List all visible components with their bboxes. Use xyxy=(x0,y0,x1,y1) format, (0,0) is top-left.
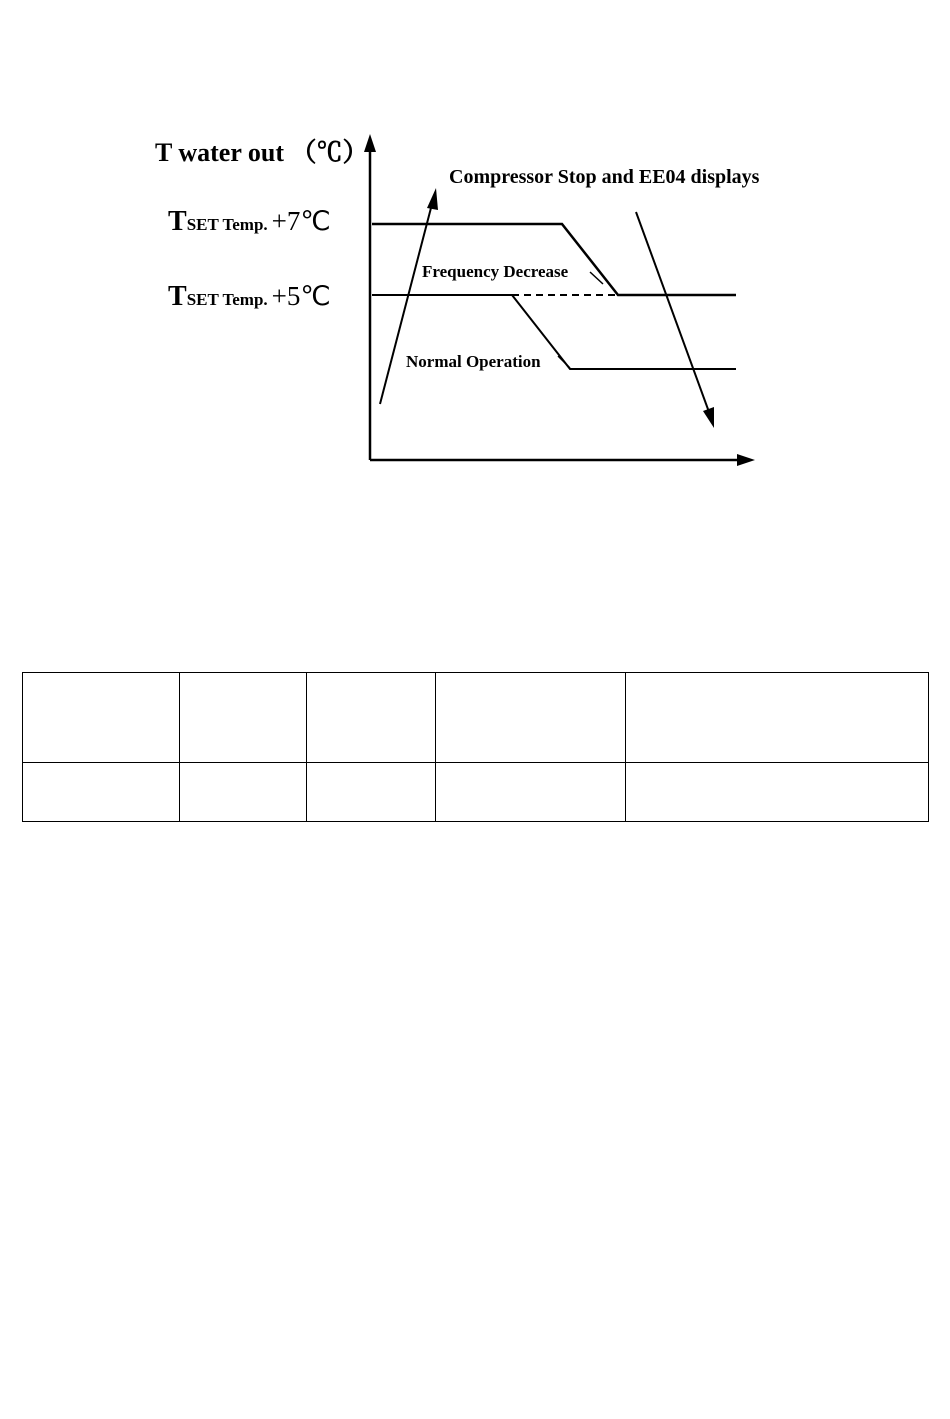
empty-table xyxy=(22,672,929,822)
table-row xyxy=(23,673,929,763)
water-out-temperature-diagram xyxy=(0,0,950,520)
table-cell xyxy=(626,673,929,763)
compressor-stop-label: Compressor Stop and EE04 displays xyxy=(449,166,760,188)
table-cell xyxy=(23,763,180,822)
table-cell xyxy=(180,763,307,822)
threshold-low-value: +5℃ xyxy=(271,281,331,311)
rising-arrow-line xyxy=(380,204,432,404)
table-cell xyxy=(436,763,626,822)
table-row xyxy=(23,763,929,822)
table-cell xyxy=(626,763,929,822)
table-cell xyxy=(23,673,180,763)
y-axis-title: T water out （℃） xyxy=(155,138,369,167)
threshold-low-label xyxy=(168,283,331,311)
threshold-low-subscript: SET Temp. xyxy=(186,290,268,309)
table-cell xyxy=(180,673,307,763)
upper-threshold-line xyxy=(372,224,736,295)
threshold-low-t: T xyxy=(168,281,187,312)
table-cell xyxy=(307,763,436,822)
threshold-high-subscript: SET Temp. xyxy=(186,215,268,234)
frequency-decrease-label: Frequency Decrease xyxy=(422,262,569,281)
table-cell xyxy=(436,673,626,763)
threshold-high-value: +7℃ xyxy=(271,206,331,236)
falling-arrow-line xyxy=(636,212,709,412)
table-cell xyxy=(307,673,436,763)
threshold-high-t: T xyxy=(168,206,187,237)
normal-operation-pointer xyxy=(558,356,570,368)
normal-operation-label: Normal Operation xyxy=(406,352,541,371)
threshold-high-label xyxy=(168,208,331,236)
falling-arrowhead xyxy=(703,407,714,428)
x-axis-arrowhead xyxy=(737,454,755,466)
rising-arrowhead xyxy=(427,188,438,210)
diagram-graphics xyxy=(0,0,950,520)
